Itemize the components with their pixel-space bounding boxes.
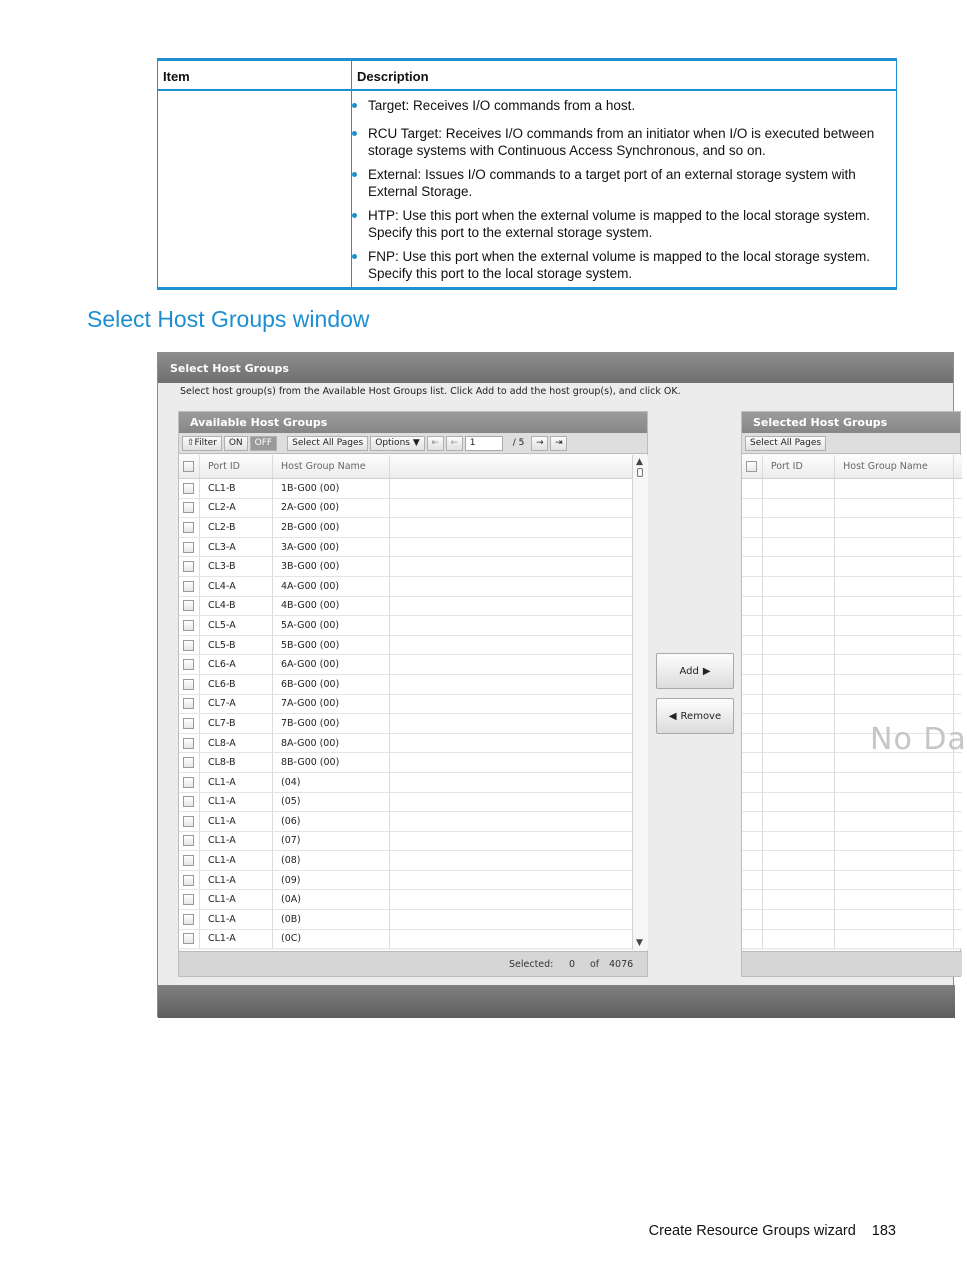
- port-id-cell: CL6-A: [200, 655, 273, 674]
- list-item: [352, 125, 890, 159]
- selected-panel-title: Selected Host Groups: [742, 412, 960, 433]
- host-group-name-cell: (04): [273, 773, 390, 792]
- table-row[interactable]: [179, 832, 632, 852]
- host-group-name-cell: 7A-G00 (00): [273, 695, 390, 714]
- host-group-name-cell: 6B-G00 (00): [273, 675, 390, 694]
- options-button[interactable]: Options ▼: [370, 436, 425, 451]
- table-header: [158, 61, 896, 91]
- port-id-cell: CL1-A: [200, 832, 273, 851]
- host-group-name-cell: 1B-G00 (00): [273, 479, 390, 498]
- empty-row: [742, 499, 962, 519]
- list-item: [352, 248, 890, 282]
- table-row: [158, 91, 896, 287]
- empty-row: [742, 910, 962, 930]
- window-title: Select Host Groups: [158, 353, 953, 383]
- table-row[interactable]: [179, 577, 632, 597]
- port-id-cell: CL1-B: [200, 479, 273, 498]
- row-checkbox[interactable]: [183, 816, 194, 827]
- section-title: Select Host Groups window: [87, 306, 370, 332]
- host-group-name-cell: 3A-G00 (00): [273, 538, 390, 557]
- host-group-name-cell: (05): [273, 793, 390, 812]
- host-group-name-cell: (0B): [273, 910, 390, 929]
- empty-row: [742, 851, 962, 871]
- of-label: of: [590, 959, 600, 970]
- host-group-name-cell: 2B-G00 (00): [273, 518, 390, 537]
- list-item: [352, 207, 890, 241]
- table-row[interactable]: [179, 695, 632, 715]
- table-row[interactable]: [179, 655, 632, 675]
- row-checkbox[interactable]: [183, 777, 194, 788]
- selected-select-all-pages-button[interactable]: Select All Pages: [745, 436, 826, 451]
- remove-button[interactable]: ◀ Remove: [656, 698, 734, 734]
- bullet-icon: [352, 103, 357, 108]
- port-id-cell: CL3-A: [200, 538, 273, 557]
- scroll-down-icon[interactable]: ▼: [636, 938, 643, 948]
- row-checkbox[interactable]: [183, 835, 194, 846]
- description-bullets: [352, 91, 896, 287]
- port-id-cell: CL1-A: [200, 793, 273, 812]
- table-row[interactable]: [179, 930, 632, 950]
- port-id-cell: CL2-A: [200, 499, 273, 518]
- available-host-groups-panel: [178, 411, 648, 977]
- row-checkbox[interactable]: [183, 718, 194, 729]
- empty-row: [742, 832, 962, 852]
- empty-row: [742, 773, 962, 793]
- table-row[interactable]: [179, 753, 632, 773]
- table-row[interactable]: [179, 890, 632, 910]
- column-port-id[interactable]: Port ID: [200, 455, 273, 478]
- selected-count: 0: [569, 959, 576, 970]
- footer-title: Create Resource Groups wizard: [648, 1223, 856, 1239]
- column-host-group-name[interactable]: Host Group Name: [273, 455, 390, 478]
- total-count: 4076: [609, 959, 634, 970]
- row-checkbox[interactable]: [183, 875, 194, 886]
- row-checkbox[interactable]: [183, 659, 194, 670]
- empty-row: [742, 930, 962, 950]
- empty-row: [742, 479, 962, 499]
- port-id-cell: CL1-A: [200, 930, 273, 949]
- table-row[interactable]: [179, 675, 632, 695]
- chevron-down-icon: ▼: [412, 437, 420, 448]
- port-id-cell: CL1-A: [200, 890, 273, 909]
- table-row[interactable]: [179, 479, 632, 499]
- row-checkbox[interactable]: [183, 894, 194, 905]
- empty-row: [742, 616, 962, 636]
- header-item: Item: [158, 61, 352, 89]
- table-row[interactable]: [179, 538, 632, 558]
- header-description: Description: [357, 69, 429, 84]
- row-checkbox[interactable]: [183, 933, 194, 944]
- port-id-cell: CL1-A: [200, 910, 273, 929]
- bullet-text: Target: Receives I/O commands from a host.: [368, 98, 636, 113]
- page-number: 183: [871, 1223, 896, 1239]
- port-id-cell: CL7-B: [200, 714, 273, 733]
- port-id-cell: CL1-A: [200, 851, 273, 870]
- next-page-icon[interactable]: →: [531, 436, 548, 451]
- row-checkbox[interactable]: [183, 698, 194, 709]
- port-id-cell: CL3-B: [200, 557, 273, 576]
- bullet-text: External: Issues I/O commands to a target port of an external storage system with External Storage.: [368, 167, 856, 199]
- empty-row: [742, 812, 962, 832]
- page-total: / 5: [512, 438, 525, 448]
- row-checkbox[interactable]: [183, 561, 194, 572]
- no-data-message: No Da: [870, 722, 967, 757]
- table-row[interactable]: [179, 557, 632, 577]
- port-id-cell: CL1-A: [200, 773, 273, 792]
- previous-page-icon[interactable]: ←: [446, 436, 463, 451]
- host-group-name-cell: 4B-G00 (00): [273, 597, 390, 616]
- host-group-name-cell: 8A-G00 (00): [273, 734, 390, 753]
- triangle-right-icon: ▶: [702, 665, 711, 677]
- empty-row: [742, 890, 962, 910]
- row-checkbox[interactable]: [183, 796, 194, 807]
- page-number-input[interactable]: 1: [465, 436, 503, 451]
- host-group-name-cell: 4A-G00 (00): [273, 577, 390, 596]
- table-row[interactable]: [179, 910, 632, 930]
- port-id-cell: CL4-B: [200, 597, 273, 616]
- bullet-text: HTP: Use this port when the external volume is mapped to the local storage system. Specify this port to the external storage system.: [368, 208, 870, 240]
- bullet-text: FNP: Use this port when the external volume is mapped to the local storage system. Specify this port to the local storage system.: [368, 249, 870, 281]
- bullet-icon: [352, 131, 357, 136]
- bullet-icon: [352, 254, 357, 259]
- table-row[interactable]: [179, 499, 632, 519]
- selected-select-all-checkbox[interactable]: [746, 461, 757, 472]
- host-group-name-cell: 5B-G00 (00): [273, 636, 390, 655]
- host-group-name-cell: (07): [273, 832, 390, 851]
- empty-row: [742, 793, 962, 813]
- selected-toolbar: [742, 433, 960, 454]
- bullet-icon: [352, 213, 357, 218]
- window-bottom-bar: [158, 985, 955, 1018]
- empty-row: [742, 655, 962, 675]
- empty-row: [742, 577, 962, 597]
- row-checkbox[interactable]: [183, 581, 194, 592]
- triangle-left-icon: ◀: [668, 710, 677, 722]
- port-id-cell: CL8-B: [200, 753, 273, 772]
- available-panel-title: Available Host Groups: [179, 412, 647, 433]
- empty-row: [742, 675, 962, 695]
- empty-row: [742, 538, 962, 558]
- scroll-thumb[interactable]: [637, 468, 643, 477]
- port-id-cell: CL7-A: [200, 695, 273, 714]
- table-row[interactable]: [179, 793, 632, 813]
- select-all-checkbox[interactable]: [183, 461, 194, 472]
- row-checkbox[interactable]: [183, 502, 194, 513]
- host-group-name-cell: (09): [273, 871, 390, 890]
- empty-row: [742, 871, 962, 891]
- empty-row: [742, 597, 962, 617]
- page-footer: [649, 1223, 896, 1239]
- table-row[interactable]: [179, 597, 632, 617]
- row-checkbox[interactable]: [183, 600, 194, 611]
- selected-label: Selected:: [509, 959, 554, 970]
- host-group-name-cell: 5A-G00 (00): [273, 616, 390, 635]
- host-group-name-cell: (0C): [273, 930, 390, 949]
- selection-status-bar: [179, 951, 647, 976]
- empty-row: [742, 557, 962, 577]
- port-id-cell: CL8-A: [200, 734, 273, 753]
- chevron-up-icon: ⇧: [187, 437, 195, 448]
- table-row[interactable]: [179, 636, 632, 656]
- host-group-name-cell: (0A): [273, 890, 390, 909]
- available-host-groups-table: [179, 455, 632, 949]
- add-button[interactable]: Add ▶: [656, 653, 734, 689]
- host-group-name-cell: (06): [273, 812, 390, 831]
- host-group-name-cell: 2A-G00 (00): [273, 499, 390, 518]
- first-page-icon[interactable]: ⇤: [427, 436, 444, 451]
- port-id-cell: CL2-B: [200, 518, 273, 537]
- table-row[interactable]: [179, 773, 632, 793]
- last-page-icon[interactable]: ⇥: [550, 436, 567, 451]
- scroll-up-icon[interactable]: ▲: [636, 457, 643, 467]
- table-row[interactable]: [179, 851, 632, 871]
- filter-on-toggle[interactable]: ON: [224, 436, 248, 451]
- description-table: [157, 58, 897, 290]
- table-header-row: [179, 455, 632, 479]
- list-item: [352, 97, 890, 114]
- table-row[interactable]: [179, 734, 632, 754]
- table-row[interactable]: [179, 714, 632, 734]
- row-checkbox[interactable]: [183, 855, 194, 866]
- filter-button[interactable]: ⇧Filter: [182, 436, 222, 451]
- list-item: [352, 166, 890, 200]
- selected-status-bar: [742, 951, 962, 976]
- port-id-cell: CL1-A: [200, 871, 273, 890]
- selected-column-host-group-name[interactable]: Host Group Name: [835, 455, 954, 478]
- port-id-cell: CL1-A: [200, 812, 273, 831]
- selected-host-groups-panel: [741, 411, 967, 977]
- table-row[interactable]: [179, 616, 632, 636]
- table-row[interactable]: [179, 518, 632, 538]
- select-host-groups-window: [157, 352, 967, 1017]
- row-checkbox[interactable]: [183, 738, 194, 749]
- available-toolbar: [179, 433, 647, 454]
- port-id-cell: CL4-A: [200, 577, 273, 596]
- table-row[interactable]: [179, 871, 632, 891]
- row-checkbox[interactable]: [183, 542, 194, 553]
- row-item: [158, 91, 352, 287]
- port-id-cell: CL5-B: [200, 636, 273, 655]
- empty-row: [742, 518, 962, 538]
- host-group-name-cell: 7B-G00 (00): [273, 714, 390, 733]
- host-group-name-cell: (08): [273, 851, 390, 870]
- row-checkbox[interactable]: [183, 620, 194, 631]
- row-checkbox[interactable]: [183, 483, 194, 494]
- table-header-row: [742, 455, 962, 479]
- port-id-cell: CL6-B: [200, 675, 273, 694]
- table-row[interactable]: [179, 812, 632, 832]
- bullet-text: RCU Target: Receives I/O commands from an initiator when I/O is executed between storage systems with Continuous Access Synchronous, and so on.: [368, 126, 875, 158]
- row-checkbox[interactable]: [183, 914, 194, 925]
- row-checkbox[interactable]: [183, 757, 194, 768]
- host-group-name-cell: 6A-G00 (00): [273, 655, 390, 674]
- port-id-cell: CL5-A: [200, 616, 273, 635]
- window-instructions: Select host group(s) from the Available Host Groups list. Click Add to add the host group(s), and click OK.: [180, 386, 681, 397]
- empty-row: [742, 695, 962, 715]
- vertical-scrollbar[interactable]: [632, 455, 648, 950]
- select-all-pages-button[interactable]: Select All Pages: [287, 436, 368, 451]
- row-checkbox[interactable]: [183, 522, 194, 533]
- row-checkbox[interactable]: [183, 640, 194, 651]
- selected-column-port-id[interactable]: Port ID: [763, 455, 835, 478]
- selected-host-groups-table: [742, 455, 962, 949]
- host-group-name-cell: 3B-G00 (00): [273, 557, 390, 576]
- row-checkbox[interactable]: [183, 679, 194, 690]
- empty-row: [742, 636, 962, 656]
- bullet-icon: [352, 172, 357, 177]
- filter-off-toggle[interactable]: OFF: [250, 436, 277, 451]
- host-group-name-cell: 8B-G00 (00): [273, 753, 390, 772]
